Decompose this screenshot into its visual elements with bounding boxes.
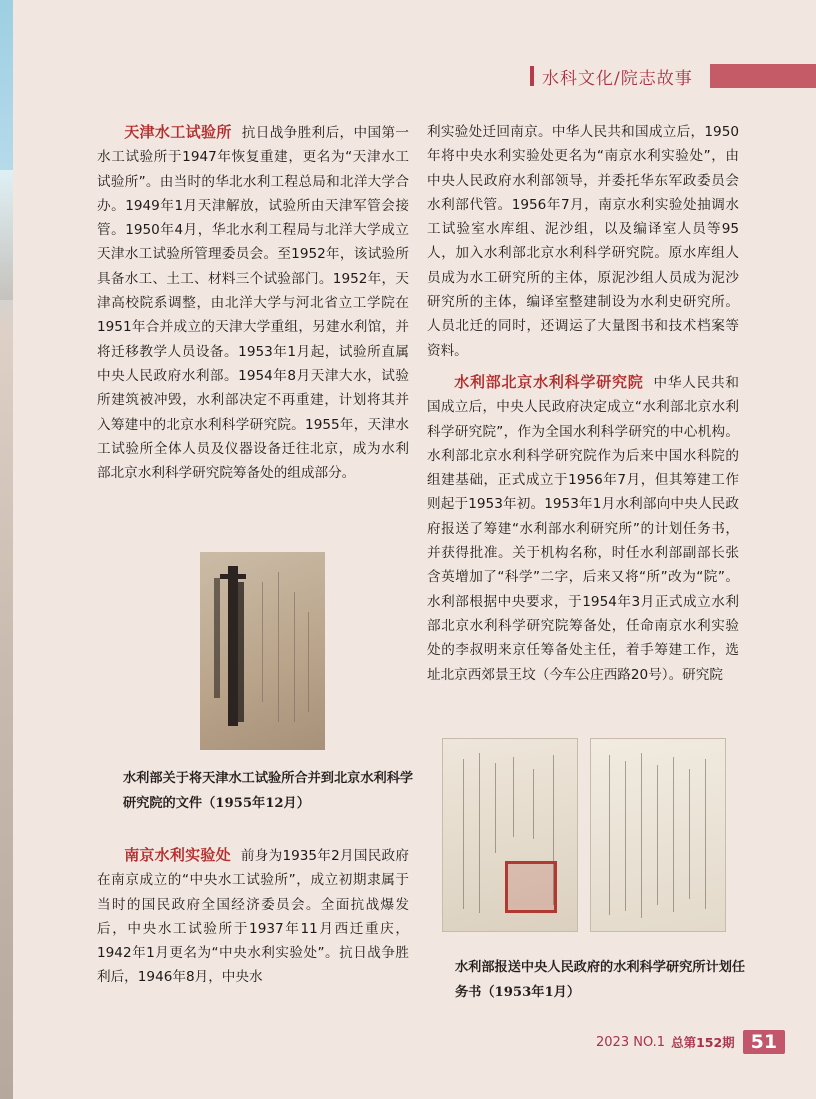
left-edge-band xyxy=(0,170,13,300)
caption-report-photo: 水利部报送中央人民政府的水利科学研究所计划任务书（1953年1月） xyxy=(455,960,746,1000)
page-footer xyxy=(596,1030,785,1054)
page-number: 51 xyxy=(743,1030,785,1054)
left-edge-strip xyxy=(0,0,13,1099)
text-tianjin: 抗日战争胜利后，中国第一水工试验所于1947年恢复重建，更名为“天津水工试验所”。由当时的华北水利工程总局和北洋大学合办。1949年1月天津解放，试验所由天津军管会接管。1950年4月，华北水利工程局与北洋大学成立天津水工试验所管理委员会。至1952年，该试验所具备水工、土工、材料三个试验部门。1952年，天津高校院系调整，由北洋大学与河北省立工学院在1951年合并成立的天津大学重组，另建水利馆，并将迁移教学人员设备。1953年1月起，试验所直属中央人民政府水利部。1954年8月天津大水，试验所建筑被冲毁，水利部决定不再重建，计划将其并入筹建中的北京水利科学研究院。1955年，天津水工试验所全体人员及仪器设备迁往北京，成为水利部北京水利科学研究院筹备处的组成部分。 xyxy=(97,125,409,482)
photo-report-page-a xyxy=(442,738,578,932)
red-seal-stamp xyxy=(505,861,557,913)
photo-tianjin-document xyxy=(200,552,325,750)
heading-nanjing: 南京水利实验处 xyxy=(124,846,231,864)
heading-beijing: 水利部北京水利科学研究院 xyxy=(454,373,644,391)
text-nanjing: 前身为1935年2月国民政府在南京成立的“中央水工试验所”，成立初期隶属于当时的国民政府全国经济委员会。全面抗战爆发后，中央水工试验所于1937年11月西迁重庆，1942年1月更名为“中央水利实验处”。抗日战争胜利后，1946年8月，中央水 xyxy=(97,848,409,986)
paragraph-beijing xyxy=(427,370,739,687)
section-tag-bar xyxy=(530,66,534,86)
footer-issue: 2023 NO.1 xyxy=(596,1034,666,1050)
article-left-top xyxy=(97,120,409,485)
article-right-mid xyxy=(427,370,739,687)
paragraph-tianjin xyxy=(97,120,409,485)
paragraph-nanjing xyxy=(97,843,409,990)
paragraph-nanjing-cont: 利实验处迁回南京。中华人民共和国成立后，1950年将中央水利实验处更名为“南京水利实验处”，由中央人民政府水利部领导，并委托华东军政委员会水利部代管。1956年7月，南京水利实验处抽调水工试验室水库组、泥沙组，以及编译室人员等95人，加入水利部北京水利科学研究院。原水库组人员成为水工研究所的主体，原泥沙组人员成为泥沙研究所的主体，编译室整建制设为水利史研究所。人员北迁的同时，还调运了大量图书和技术档案等资料。 xyxy=(427,124,739,359)
photo-report-page-b xyxy=(590,738,726,932)
section-tag xyxy=(530,64,693,88)
section-tag-label: 水科文化/院志故事 xyxy=(542,68,693,89)
footer-total-issue: 总第152期 xyxy=(671,1035,735,1050)
heading-tianjin: 天津水工试验所 xyxy=(124,123,232,141)
article-right-top xyxy=(427,120,739,363)
article-left-bottom xyxy=(97,843,409,990)
caption-tianjin-photo: 水利部关于将天津水工试验所合并到北京水利科学研究院的文件（1955年12月） xyxy=(123,771,414,811)
section-tag-fill xyxy=(710,64,816,88)
text-beijing: 中华人民共和国成立后，中央人民政府决定成立“水利部北京水利科学研究院”，作为全国水利科学研究的中心机构。水利部北京水利科学研究院作为后来中国水科院的组建基础，正式成立于1956年7月，但其筹建工作则起于1953年初。1953年1月水利部向中央人民政府报送了筹建“水利部水利研究所”的计划任务书，并获得批准。关于机构名称，时任水利部副部长张含英增加了“科学”二字，后来又将“所”改为“院”。水利部根据中央要求，于1954年3月正式成立水利部北京水利科学研究院筹备处，任命南京水利实验处的李叔明来京任筹备处主任，着手筹建工作，选址北京西郊景王坟（今车公庄西路20号）。研究院 xyxy=(427,375,739,683)
